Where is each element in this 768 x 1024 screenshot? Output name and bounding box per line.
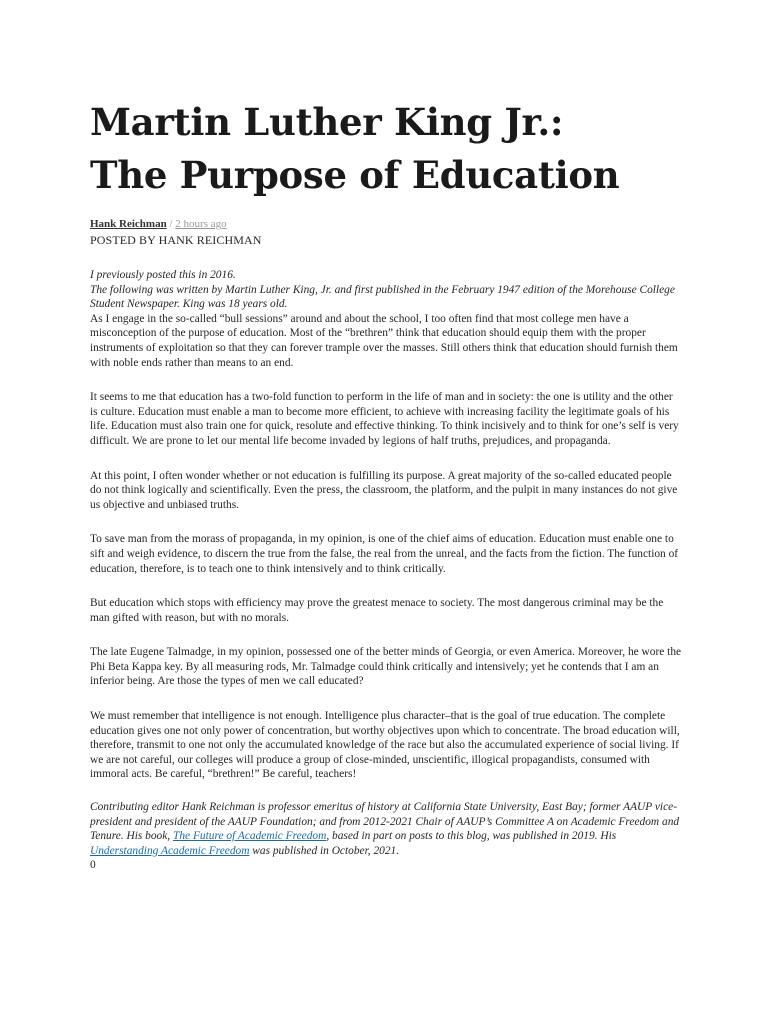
intro-note: I previously posted this in 2016.: [90, 269, 236, 281]
author-bio: [90, 800, 682, 858]
byline: [90, 218, 227, 231]
bio-text-3: was published in October, 2021.: [249, 844, 400, 857]
posted-by: POSTED BY HANK REICHMAN: [90, 233, 262, 247]
article-title: [90, 96, 690, 202]
article-body: [90, 268, 682, 873]
body-paragraph-6: The late Eugene Talmadge, in my opinion, possessed one of the better minds of Georgia, or even America. Moreover, he wore the Phi Beta Kappa key. By all measuring rods, Mr. Talmadge could think critically and intensively; yet he contends that I am an inferior being. Are those the types of men we call educated?: [90, 646, 682, 688]
intro-context: The following was written by Martin Luther King, Jr. and first published in the February 1947 edition of the Morehouse College Student Newspaper. King was 18 years old.: [90, 283, 675, 311]
body-paragraph-7: We must remember that intelligence is not enough. Intelligence plus character–that is the goal of true education. The complete education gives one not only power of concentration, but worthy objectives upon which to concentrate. The broad education will, therefore, transmit to one not only the accumulated knowledge of the race but also the accumulated experience of social living. If we are not careful, our colleges will produce a group of close-minded, unscientific, illogical propagandists, consumed with immoral acts. Be careful, “brethren!” Be careful, teachers!: [90, 710, 680, 781]
body-paragraph-5: But education which stops with efficiency may prove the greatest menace to society. The most dangerous criminal may be the man gifted with reason, but with no morals.: [90, 597, 664, 624]
bio-text-2: , based in part on posts to this blog, was published in 2019. His: [326, 830, 617, 843]
body-paragraph-3: At this point, I often wonder whether or not education is fulfilling its purpose. A great majority of the so-called educated people do not think logically and scientifically. Even the press, the classroom, the platform, and the pulpit in many instances do not give us objective and unbiased truths.: [90, 469, 678, 511]
comment-count[interactable]: 0: [90, 859, 96, 872]
post-time-link[interactable]: 2 hours ago: [175, 218, 227, 230]
body-paragraph-1: As I engage in the so-called “bull sessions” around and about the school, I too often find that most college men have a misconception of the purpose of education. Most of the “brethren” think that education should equip them with the proper instruments of exploitation so that they can forever trample over the masses. Still others think that education should furnish them with noble ends rather than means to an end.: [90, 312, 678, 369]
body-paragraph-2: It seems to me that education has a two-fold function to perform in the life of man and in society: the one is utility and the other is culture. Education must enable a man to become more efficient, to achieve with increasing facility the legitimate goals of his life. Education must also train one for quick, resolute and effective thinking. To think incisively and to think for one’s self is very difficult. We are prone to let our mental life become invaded by legions of half truths, prejudices, and propaganda.: [90, 391, 679, 447]
author-link[interactable]: Hank Reichman: [90, 218, 167, 230]
future-of-academic-freedom-link[interactable]: The Future of Academic Freedom: [173, 830, 327, 843]
title-line-1: Martin Luther King Jr.:: [90, 100, 564, 144]
bio-text-1: Contributing editor Hank Reichman is professor emeritus of history at California State University, East Bay; former AAUP vice-president and president of the AAUP Foundation; and from 2012-2021 Chair of AAUP’s Committee A on Academic Freedom and Tenure. His book,: [90, 801, 680, 843]
body-paragraph-4: To save man from the morass of propaganda, in my opinion, is one of the chief aims of education. Education must enable one to sift and weigh evidence, to discern the true from the false, the real from the unreal, and the facts from the fiction. The function of education, therefore, is to teach one to think intensively and to think critically.: [90, 533, 679, 575]
understanding-academic-freedom-link[interactable]: Understanding Academic Freedom: [90, 844, 250, 857]
byline-separator: /: [166, 218, 176, 230]
title-line-2: The Purpose of Education: [90, 153, 620, 197]
